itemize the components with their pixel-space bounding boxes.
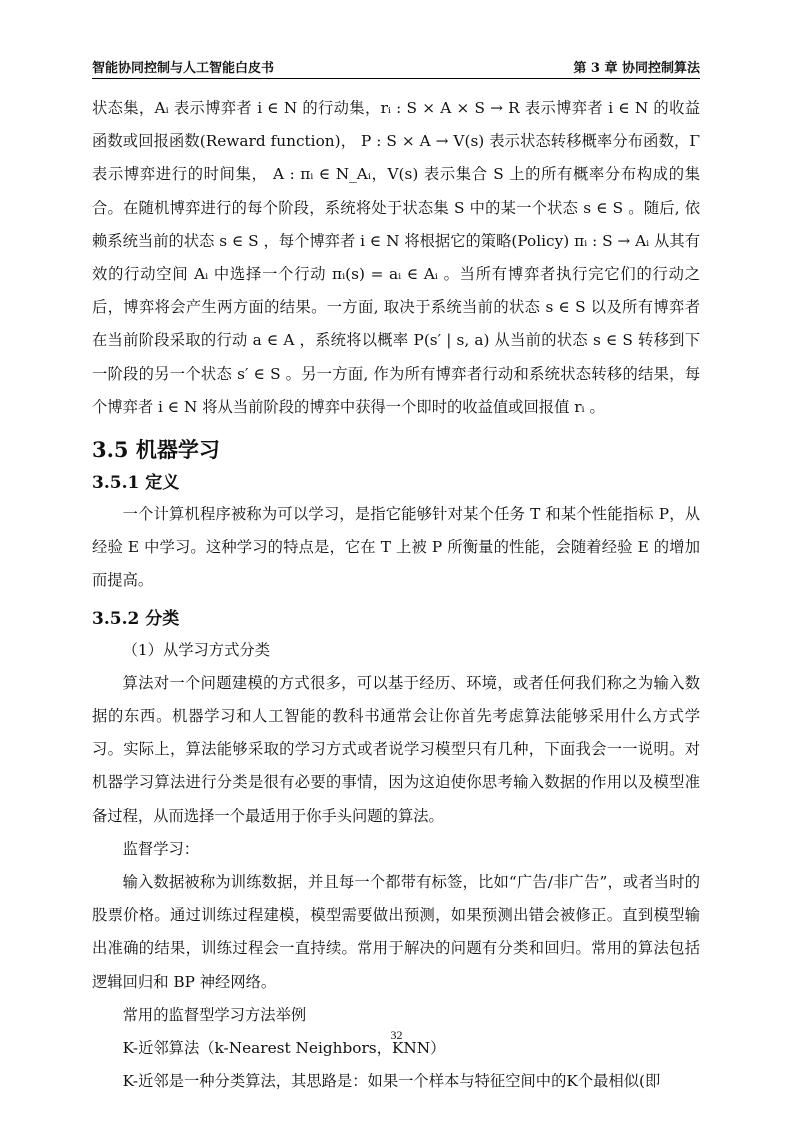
book-title: 智能协同控制与人工智能白皮书 [92, 61, 275, 76]
knn-title: K-近邻算法（k-Nearest Neighbors，KNN） [122, 1039, 446, 1058]
list-item-learning-mode: （1）从学习方式分类 [122, 640, 270, 659]
paragraph-learning-mode: 算法对一个问题建模的方式很多，可以基于经历、环境，或者任何我们称之为输入数据的东西。机器学习和人工智能的教科书通常会让你首先考虑算法能够采用什么方式学习。实际上，算法能够采取的学习方式或者说学习模型只有几种，下面我会一一说明。对机器学习算法进行分类是很有必要的事情，因为这迫使你思考输入数据的作用以及模型准备过程，从而选择一个最适用于你手头问题的算法。 [92, 673, 700, 825]
label-supervised: 监督学习： [122, 839, 200, 858]
page-header [92, 54, 700, 79]
paragraph-knn: K-近邻是一种分类算法，其思路是：如果一个样本与特征空间中的K个最相似(即 [122, 1072, 661, 1091]
subsection-title-definition: 3.5.1 定义 [92, 473, 180, 494]
page-number: 32 [390, 1028, 403, 1042]
section-title: 3.5 机器学习 [92, 437, 220, 463]
page-content [92, 92, 700, 1098]
chapter-title: 第 3 章 协同控制算法 [573, 61, 700, 76]
paragraph-supervised: 输入数据被称为训练数据，并且每一个都带有标签，比如“广告/非广告”，或者当时的股票价格。通过训练过程建模，模型需要做出预测，如果预测出错会被修正。直到模型输出准确的结果，训练过程会一直持续。常用于解决的问题有分类和回归。常用的算法包括逻辑回归和 BP 神经网络。 [92, 873, 700, 991]
label-examples: 常用的监督型学习方法举例 [122, 1005, 307, 1024]
paragraph-stochastic-game: 状态集，Aᵢ 表示博弈者 i ∈ N 的行动集，rᵢ : S × A × S → R 表示博弈者 i ∈ N 的收益函数或回报函数(Reward function)， P : S × A → V(s) 表示状态转移概率分布函数，Γ 表示博弈进行的时间集， A : πᵢ ∈ N_Aᵢ，V(s) 表示集合 S 上的所有概率分布构成的集合。在随机博弈进行的每个阶段，系统将处于状态集 S 中的某一个状态 s ∈ S 。随后, 依赖系统当前的状态 s ∈ S ，每个博弈者 i ∈ N 将根据它的策略(Policy) πᵢ : S → Aᵢ 从其有效的行动空间 Aᵢ 中选择一个行动 πᵢ(s) = aᵢ ∈ Aᵢ 。当所有博弈者执行完它们的行动之后，博弈将会产生两方面的结果。一方面, 取决于系统当前的状态 s ∈ S 以及所有博弈者在当前阶段采取的行动 a ∈ A ，系统将以概率 P(s′ | s, a) 从当前的状态 s ∈ S 转移到下一阶段的另一个状态 s′ ∈ S 。另一方面, 作为所有博弈者行动和系统状态转移的结果，每个博弈者 i ∈ N 将从当前阶段的博弈中获得一个即时的收益值或回报值 rᵢ 。 [92, 99, 700, 416]
paragraph-definition: 一个计算机程序被称为可以学习，是指它能够针对某个任务 T 和某个性能指标 P，从经验 E 中学习。这种学习的特点是，它在 T 上被 P 所衡量的性能，会随着经验 E 的增加而提高。 [92, 505, 700, 590]
subsection-title-classification: 3.5.2 分类 [92, 608, 180, 629]
